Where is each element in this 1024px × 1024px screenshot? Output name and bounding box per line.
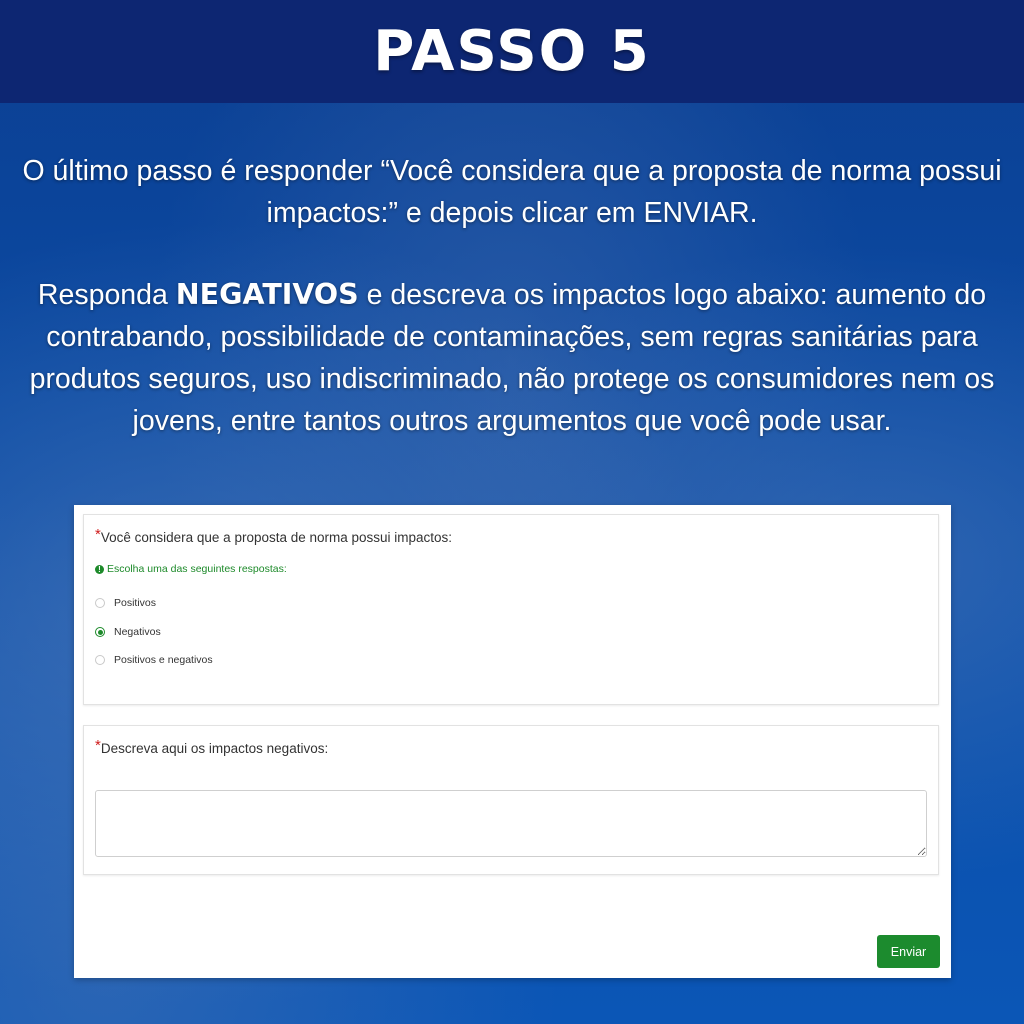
radio-label[interactable]: Negativos	[114, 626, 161, 638]
question-label	[95, 737, 329, 757]
radio-button[interactable]	[95, 655, 105, 665]
question-card-description	[83, 725, 939, 875]
radio-label[interactable]: Positivos	[114, 597, 157, 609]
page-title: PASSO 5	[373, 19, 651, 84]
required-marker: *	[95, 526, 101, 543]
radio-button-selected[interactable]	[95, 627, 105, 637]
form-screenshot	[74, 505, 951, 978]
required-marker: *	[95, 737, 101, 754]
radio-option-positivos-e-negativos[interactable]	[95, 654, 213, 666]
instruction-suffix: e descreva os impactos logo abaixo: aumento do contrabando, possibilidade de contaminações, sem regras sanitárias para produtos seguros, uso indiscriminado, não protege os consumidores nem os jovens, entre tantos outros argumentos que você pode usar.	[29, 279, 995, 437]
hint-text	[95, 563, 287, 575]
question-card-impacts	[83, 514, 939, 705]
radio-option-positivos[interactable]	[95, 597, 156, 609]
radio-label[interactable]: Positivos e negativos	[114, 654, 213, 666]
instruction-prefix: Responda	[37, 279, 176, 311]
instructions	[20, 150, 1004, 442]
info-circle-icon: !	[95, 565, 104, 574]
instruction-emphasis: NEGATIVOS	[175, 278, 359, 311]
question-text: Você considera que a proposta de norma possui impactos:	[100, 530, 453, 545]
impacts-description-textarea[interactable]	[95, 790, 927, 857]
radio-button[interactable]	[95, 598, 105, 608]
submit-button[interactable]: Enviar	[877, 935, 940, 968]
header-bar	[0, 0, 1024, 103]
instruction-paragraph-2	[20, 274, 1004, 442]
instruction-paragraph-1: O último passo é responder “Você considera que a proposta de norma possui impactos:” e depois clicar em ENVIAR.	[22, 155, 1002, 229]
hint-label: Escolha uma das seguintes respostas:	[107, 563, 287, 575]
radio-option-negativos[interactable]	[95, 626, 161, 638]
question-text: Descreva aqui os impactos negativos:	[100, 741, 329, 756]
question-label	[95, 526, 453, 546]
